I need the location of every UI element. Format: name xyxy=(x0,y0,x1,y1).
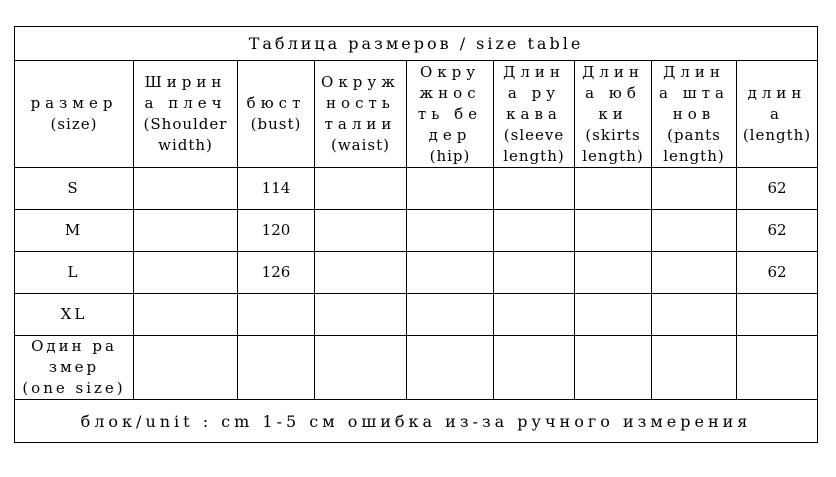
table-cell xyxy=(652,168,737,210)
size-label: (one size) xyxy=(22,379,126,397)
header-row xyxy=(15,61,818,168)
column-header xyxy=(652,61,737,168)
column-header-ru-line: кава xyxy=(506,104,562,123)
column-header-ru-line: Длин xyxy=(663,62,725,81)
table-row xyxy=(15,210,818,252)
table-cell xyxy=(315,210,407,252)
table-cell xyxy=(652,252,737,294)
table-cell xyxy=(134,168,238,210)
table-cell: 62 xyxy=(737,252,818,294)
table-cell xyxy=(652,336,737,400)
size-label: Один ра xyxy=(31,337,117,355)
column-header-ru-line: а xyxy=(770,104,784,123)
table-cell: 62 xyxy=(737,210,818,252)
table-cell xyxy=(494,336,575,400)
column-header-ru-line: Ширин xyxy=(144,73,227,91)
size-label: змер xyxy=(48,358,100,376)
column-header-en-line: (hip) xyxy=(429,146,471,165)
size-label: L xyxy=(67,263,81,281)
column-header-en-line: (bust) xyxy=(250,115,302,133)
size-cell xyxy=(15,210,134,252)
column-header-ru-line: дер xyxy=(428,125,472,144)
table-cell xyxy=(575,168,652,210)
size-cell xyxy=(15,168,134,210)
table-cell xyxy=(315,294,407,336)
column-header-ru-line: длин xyxy=(747,83,807,102)
table-cell xyxy=(737,336,818,400)
table-cell xyxy=(407,336,494,400)
size-label: XL xyxy=(60,305,88,323)
column-header-en-line: (length) xyxy=(742,125,812,144)
column-header xyxy=(494,61,575,168)
column-header-en-line: (Shoulder xyxy=(143,115,228,133)
column-header-ru-line: талии xyxy=(324,115,397,133)
column-header-ru-line: а ру xyxy=(507,83,561,102)
table-row xyxy=(15,252,818,294)
column-header xyxy=(15,61,134,168)
table-cell xyxy=(315,336,407,400)
table-cell xyxy=(652,294,737,336)
table-body xyxy=(15,168,818,400)
column-header-en-line: width) xyxy=(158,136,213,154)
column-header xyxy=(575,61,652,168)
table-cell: 126 xyxy=(238,252,315,294)
column-header-ru-line: а шта xyxy=(659,83,729,102)
column-header-ru-line: Длин xyxy=(503,62,565,81)
column-header-ru-line: ность xyxy=(326,94,395,112)
table-cell xyxy=(315,168,407,210)
column-header-en-line: (pants xyxy=(667,125,721,144)
column-header-en-line: (size) xyxy=(50,115,98,133)
table-row xyxy=(15,294,818,336)
table-cell xyxy=(134,210,238,252)
column-header-ru-line: бюст xyxy=(246,94,306,112)
table-cell xyxy=(407,252,494,294)
column-header-ru-line: размер xyxy=(30,94,118,112)
column-header-ru-line: ть бе xyxy=(417,104,483,123)
column-header-en-line: (sleeve xyxy=(503,125,565,144)
column-header-ru-line: жнос xyxy=(419,83,481,102)
column-header-en-line: (skirts xyxy=(585,125,641,144)
table-title: Таблица размеров / size table xyxy=(15,27,818,61)
table-cell xyxy=(575,252,652,294)
column-header xyxy=(407,61,494,168)
column-header xyxy=(737,61,818,168)
column-header-en-line: (waist) xyxy=(330,136,390,154)
table-cell xyxy=(575,294,652,336)
size-label: S xyxy=(67,179,81,197)
table-row xyxy=(15,168,818,210)
column-header-ru-line: Длин xyxy=(582,62,644,81)
table-cell xyxy=(494,168,575,210)
table-cell xyxy=(737,294,818,336)
table-cell xyxy=(315,252,407,294)
table-cell xyxy=(575,336,652,400)
table-cell xyxy=(134,336,238,400)
column-header xyxy=(238,61,315,168)
size-cell xyxy=(15,252,134,294)
column-header xyxy=(315,61,407,168)
size-cell xyxy=(15,336,134,400)
size-label: M xyxy=(64,221,84,239)
column-header xyxy=(134,61,238,168)
table-cell: 120 xyxy=(238,210,315,252)
table-row xyxy=(15,336,818,400)
column-header-en-line: length) xyxy=(582,146,644,165)
table-cell: 114 xyxy=(238,168,315,210)
table-cell xyxy=(238,336,315,400)
table-cell xyxy=(238,294,315,336)
column-header-ru-line: а юб xyxy=(585,83,641,102)
column-header-ru-line: а плеч xyxy=(144,94,227,112)
table-cell xyxy=(407,294,494,336)
size-table xyxy=(14,26,818,443)
table-cell: 62 xyxy=(737,168,818,210)
table-cell xyxy=(652,210,737,252)
column-header-en-line: length) xyxy=(503,146,565,165)
size-cell xyxy=(15,294,134,336)
table-cell xyxy=(494,294,575,336)
table-cell xyxy=(134,294,238,336)
table-cell xyxy=(407,210,494,252)
table-cell xyxy=(494,252,575,294)
table-cell xyxy=(134,252,238,294)
table-cell xyxy=(494,210,575,252)
column-header-ru-line: Окруж xyxy=(321,73,400,91)
table-cell xyxy=(575,210,652,252)
column-header-en-line: length) xyxy=(663,146,725,165)
column-header-ru-line: Окру xyxy=(419,62,481,81)
column-header-ru-line: нов xyxy=(672,104,716,123)
table-footer: блок/unit : cm 1-5 см ошибка из-за ручного измерения xyxy=(15,400,818,443)
table-cell xyxy=(407,168,494,210)
column-header-ru-line: ки xyxy=(598,104,628,123)
